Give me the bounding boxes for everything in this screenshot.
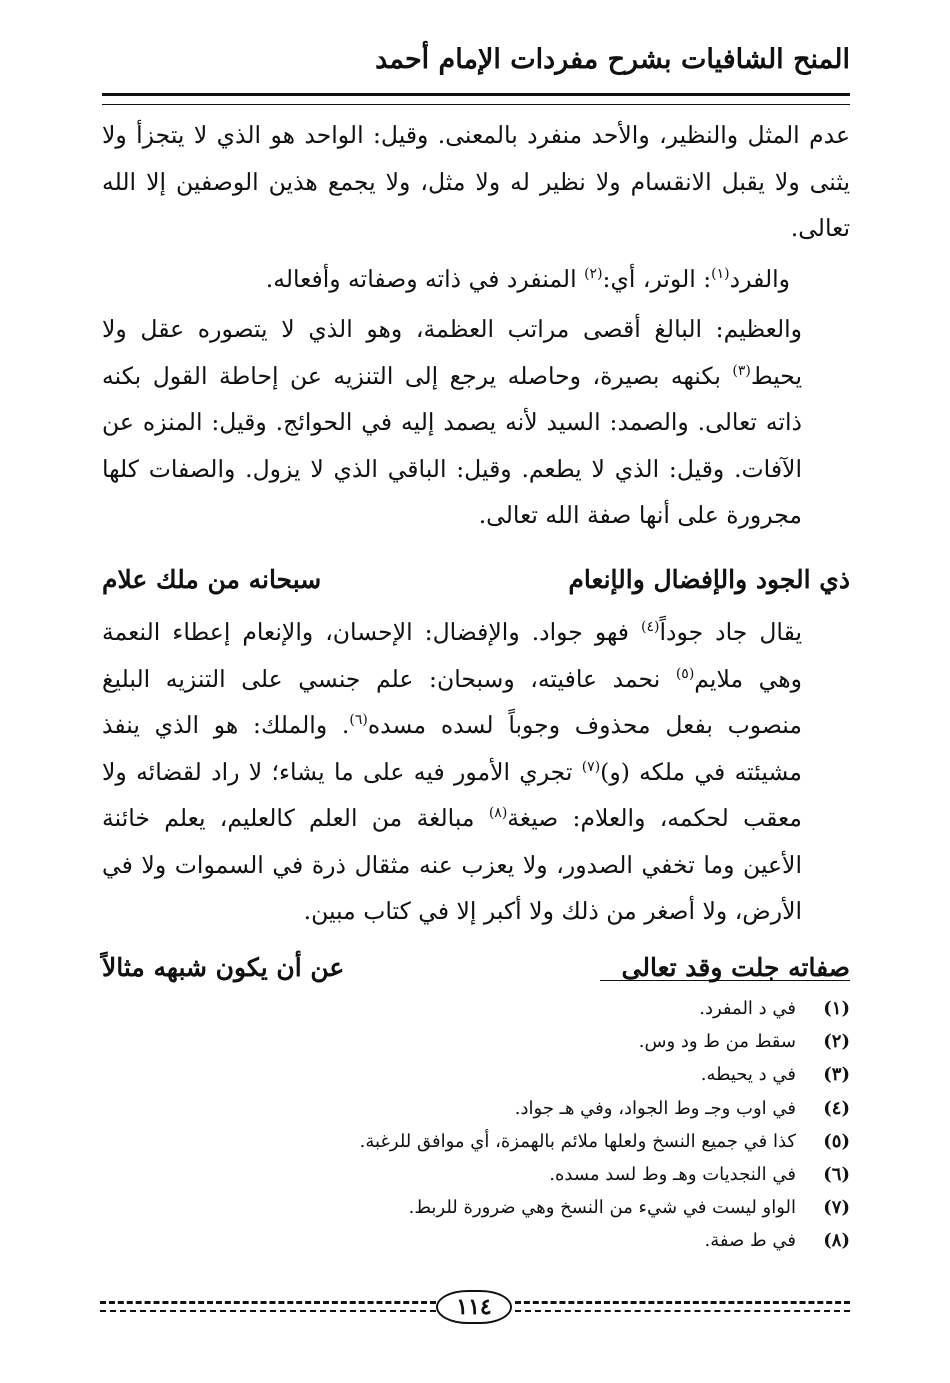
footnotes (102, 992, 850, 1258)
verse-2 (102, 945, 850, 992)
footnote: (٥) كذا في جميع النسخ ولعلها ملائم بالهمزة، أي موافق للرغبة. (359, 1130, 850, 1152)
footnote: (٢) سقط من ط ود وس. (638, 1031, 850, 1053)
footnote-ref-7: (٧) (581, 758, 601, 775)
footnote-ref-3: (٣) (732, 362, 751, 379)
verse-1-second-hemistich: سبحانه من ملك علام (102, 564, 322, 594)
running-header: المنح الشافيات بشرح مفردات الإمام أحمد (375, 44, 850, 75)
footnote: (٣) في د يحيطه. (700, 1064, 850, 1086)
header-rule (102, 93, 850, 105)
main-text (102, 112, 850, 991)
verse-1-first-hemistich: ذي الجود والإفضال والإنعام (568, 564, 850, 594)
footnote: (٤) في اوب وجـ وط الجواد، وفي هـ جواد. (514, 1097, 850, 1119)
footer-dash-rule-right (515, 1301, 850, 1304)
verse-1 (102, 557, 850, 604)
footnote: (٦) في النجديات وهـ وط لسد مسده. (549, 1164, 850, 1186)
verse-2-first-hemistich: صفاته جلت وقد تعالى (621, 952, 850, 982)
footnote-ref-2: (٢) (584, 265, 603, 282)
footnote: (١) في د المفرد. (699, 998, 850, 1019)
footnote-ref-8: (٨) (488, 805, 508, 822)
verse-2-second-hemistich: عن أن يكون شبهه مثالاً (102, 952, 345, 982)
paragraph-4: يقال جاد جوداً$^{(٤)}$ فهو جواد. والإفضال: الإحسان، والإنعام إعطاء النعمة وهي ملايم$^{(٥)}$ نحمد عافيته، وسبحان: علم جنسي على التنزيه البليغ منصوب بفعل محذوف وجوباً لسده مسده$^{(٦)}$. والملك: هو الذي ينفذ مشيئته في ملكه (و)$^{(٧)}$ تجري الأمور فيه على ما يشاء؛ لا راد لقضائه ولا معقب لحكمه، والعلام: صيغة$^{(٨)}$ مبالغة من العلم كالعليم، يعلم خائنة الأعين وما تخفي الصدور، ولا يعزب عنه مثقال ذرة في السموات ولا في الأرض، ولا أصغر من ذلك ولا أكبر إلا في كتاب مبين. (102, 618, 802, 925)
footnote-ref-4: (٤) (641, 619, 660, 636)
footer-dash-rule-left-lower (100, 1310, 436, 1312)
footnote: (٨) في ط صفة. (704, 1230, 850, 1252)
footnote-separator (600, 980, 850, 981)
footnote: (٧) الواو ليست في شيء من النسخ وهي ضرورة للربط. (408, 1197, 850, 1219)
footnote-ref-5: (٥) (675, 665, 695, 682)
page-number: ١١٤ (436, 1290, 512, 1324)
paragraph-1: عدم المثل والنظير، والأحد منفرد بالمعنى. وقيل: الواحد هو الذي لا يتجزأ ولا يثنى ولا يقبل الانقسام ولا نظير له ولا مثل، ولا يجمع هذين الوصفين إلا الله تعالى. (102, 121, 850, 242)
footer-dash-rule-left (100, 1301, 436, 1304)
paragraph-2: والفرد$^{(١)}$: الوتر، أي:$^{(٢)}$ المنفرد في ذاته وصفاته وأفعاله. (265, 264, 790, 293)
footer-dash-rule-right-lower (515, 1310, 850, 1312)
footnote-ref-1: (١) (711, 265, 730, 282)
page-footer (100, 1290, 850, 1324)
paragraph-3: والعظيم: البالغ أقصى مراتب العظمة، وهو الذي لا يتصوره عقل ولا يحيط$^{(٣)}$ بكنهه بصيرة، وحاصله يرجع إلى التنزيه عن إحاطة القول بكنه ذاته تعالى. والصمد: السيد لأنه يصمد إليه في الحوائج. وقيل: المنزه عن الآفات. وقيل: الذي لا يطعم. وقيل: الباقي الذي لا يزول. والصفات كلها مجرورة على أنها صفة الله تعالى. (102, 315, 802, 529)
footnote-ref-6: (٦) (349, 712, 368, 729)
